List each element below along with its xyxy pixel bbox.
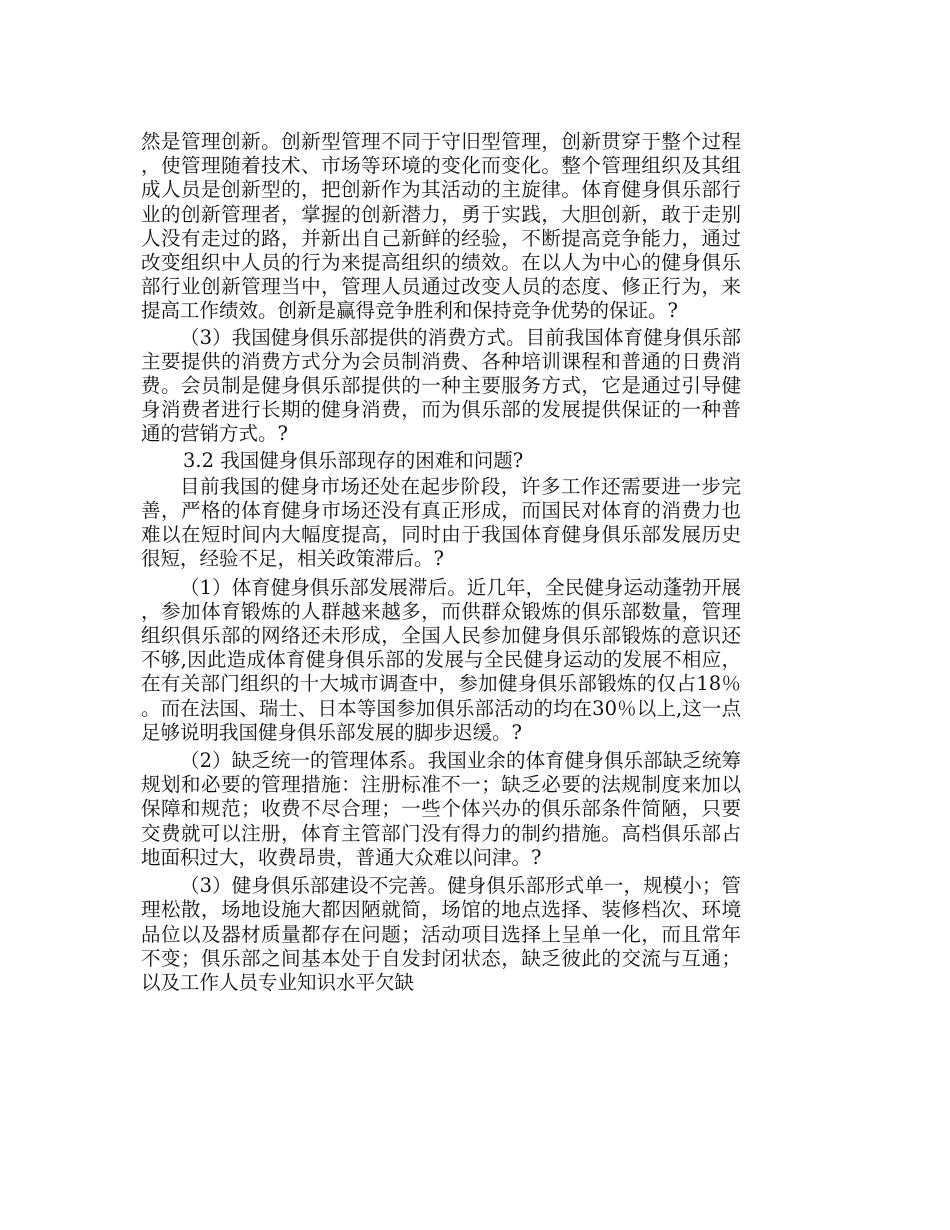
paragraph-management-system: （2）缺乏统一的管理体系。我国业余的体育健身俱乐部缺乏统筹规划和必要的管理措施：注册标准不一；缺乏必要的法规制度来加以保障和规范；收费不尽合理；一些个体兴办的俱乐部条件简陋，只要交费就可以注册，体育主管部门没有得力的制约措施。高档俱乐部占地面积过大，收费昂贵，普通大众难以问津。? [141,749,741,869]
paragraph-consumption-modes: （3）我国健身俱乐部提供的消费方式。目前我国体育健身俱乐部主要提供的消费方式分为会员制消费、各种培训课程和普通的日费消费。会员制是健身俱乐部提供的一种主要服务方式，它是通过引导健身消费者进行长期的健身消费，而为俱乐部的发展提供保证的一种普通的营销方式。? [141,325,741,446]
paragraph-club-construction: （3）健身俱乐部建设不完善。健身俱乐部形式单一，规模小；管理松散，场地设施大都因陋就简，场馆的地点选择、装修档次、环境品位以及器材质量都存在问题；活动项目选择上呈单一化，而且常年不变；俱乐部之间基本处于自发封闭状态，缺乏彼此的交流与互通；以及工作人员专业知识水平欠缺 [141,874,741,994]
section-heading-3-2: 3.2 我国健身俱乐部现存的困难和问题? [183,448,524,472]
document-page [141,130,741,995]
paragraph-development-lag: （1）体育健身俱乐部发展滞后。近几年，全民健身运动蓬勃开展，参加体育锻炼的人群越来越多，而供群众锻炼的俱乐部数量，管理组织俱乐部的网络还未形成，全国人民参加健身俱乐部锻炼的意识还不够,因此造成体育健身俱乐部的发展与全民健身运动的发展不相应，在有关部门组织的十大城市调查中，参加健身俱乐部锻炼的仅占18％。而在法国、瑞士、日本等国参加俱乐部活动的均在30％以上,这一点足够说明我国健身俱乐部发展的脚步迟缓。? [141,575,741,744]
paragraph-market-status: 目前我国的健身市场还处在起步阶段，许多工作还需要进一步完善，严格的体育健身市场还没有真正形成，而国民对体育的消费力也难以在短时间内大幅度提高，同时由于我国体育健身俱乐部发展历史很短，经验不足，相关政策滞后。? [141,474,741,571]
paragraph-management-innovation: 然是管理创新。创新型管理不同于守旧型管理，创新贯穿于整个过程，使管理随着技术、市场等环境的变化而变化。整个管理组织及其组成人员是创新型的，把创新作为其活动的主旋律。体育健身俱乐部行业的创新管理者，掌握的创新潜力，勇于实践，大胆创新，敢于走别人没有走过的路，并新出自己新鲜的经验，不断提高竞争能力，通过改变组织中人员的行为来提高组织的绩效。在以人为中心的健身俱乐部行业创新管理当中，管理人员通过改变人员的态度、修正行为，来提高工作绩效。创新是赢得竞争胜利和保持竞争优势的保证。? [141,130,741,323]
